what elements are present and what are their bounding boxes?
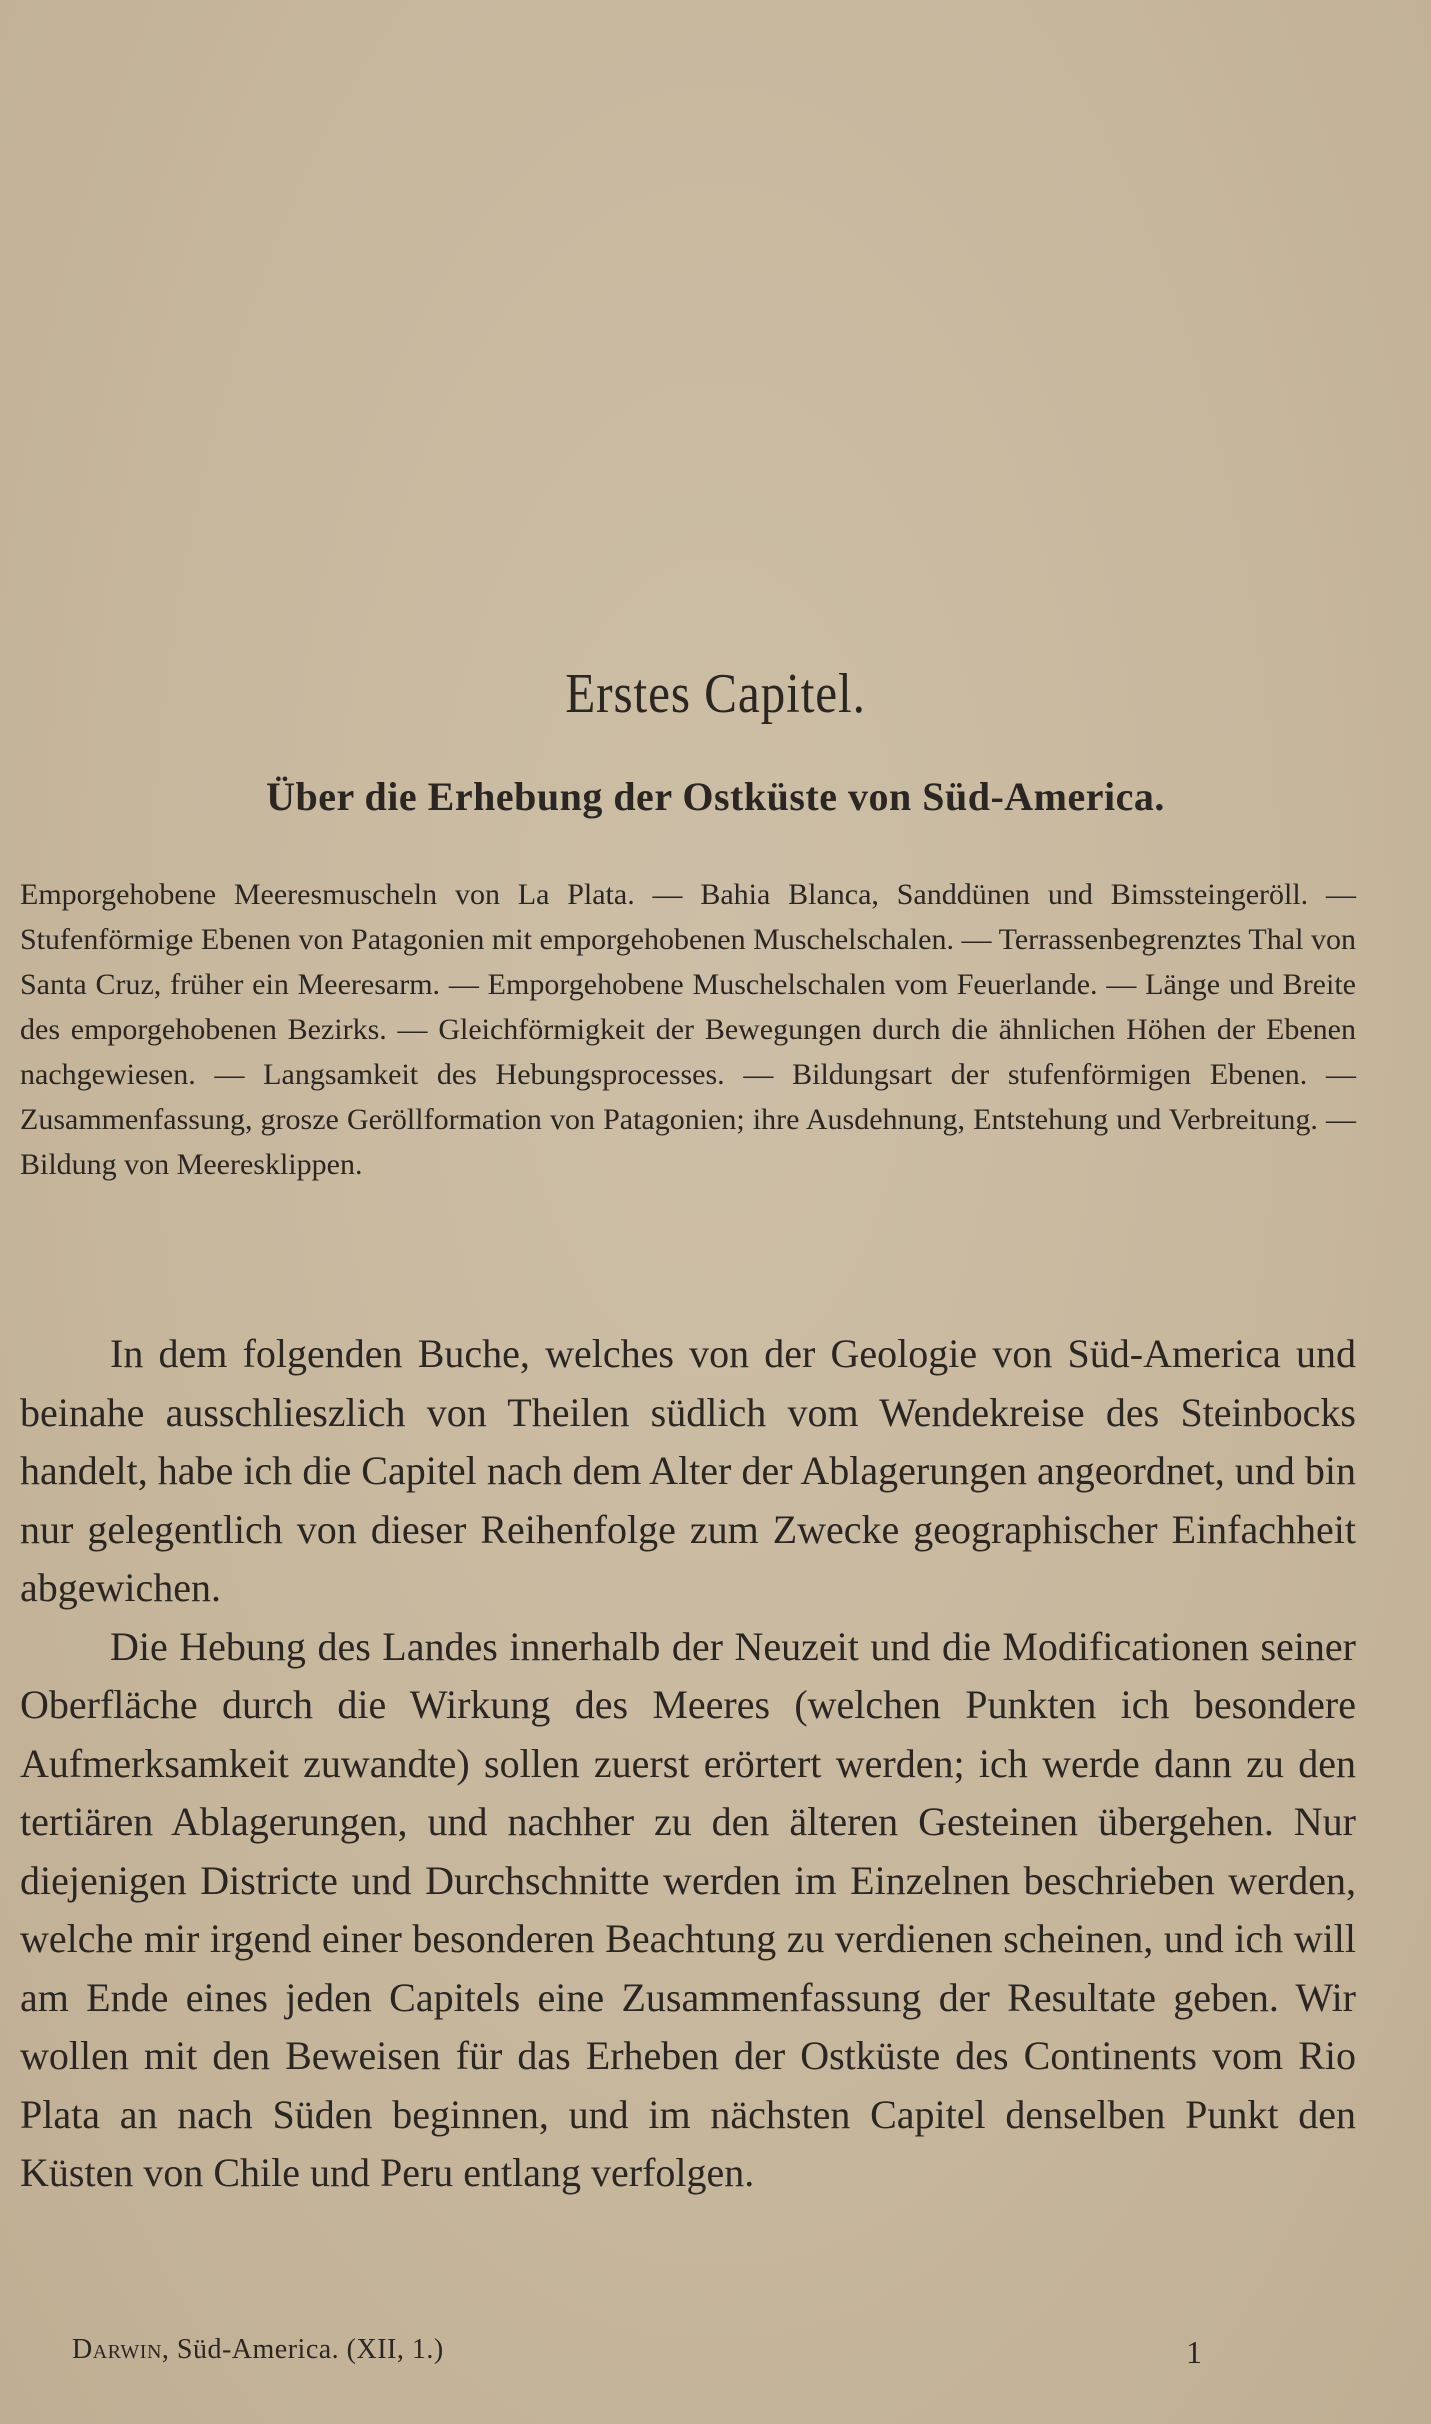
chapter-title: Erstes Capitel. [565,663,866,725]
paragraph-2: Die Hebung des Landes innerhalb der Neuzeit und die Modificationen seiner Oberfläche durch die Wirkung des Meeres (welchen Punkten ich besondere Aufmerksamkeit zuwandte) sollen zuerst erörtert werden; ich werde dann zu den tertiären Ablagerungen, und nachher zu den älteren Gesteinen übergehen. Nur diejenigen Districte und Durchschnitte werden im Einzelnen beschrieben werden, welche mir irgend einer besonderen Beachtung zu verdienen scheinen, und ich will am Ende eines jeden Capitels eine Zusammenfassung der Resultate geben. Wir wollen mit den Beweisen für das Erheben der Ostküste des Continents vom Rio Plata an nach Süden beginnen, und im nächsten Capitel denselben Punkt den Küsten von Chile und Peru entlang verfolgen. [20,1623,1356,2195]
chapter-summary: Emporgehobene Meeresmuscheln von La Plata. — Bahia Blanca, Sanddünen und Bimssteingeröll. — Stufenförmige Ebenen von Patagonien mit emporgehobenen Muschelschalen. — Terrassenbegrenztes Thal von Santa Cruz, früher ein Meeresarm. — Emporgehobene Muschelschalen vom Feuerlande. — Länge und Breite des emporgehobenen Bezirks. — Gleichförmigkeit der Bewegungen durch die ähnlichen Höhen der Ebenen nachgewiesen. — Langsamkeit des Hebungsprocesses. — Bildungsart der stufenförmigen Ebenen. — Zusammenfassung, grosze Geröllformation von Patagonien; ihre Ausdehnung, Entstehung und Verbreitung. — Bildung von Meeresklippen. [20,878,1356,1181]
footer-signature [72,2334,444,2371]
body-text [20,1325,1356,2203]
footer-signature-rest: , Süd-America. (XII, 1.) [161,2334,444,2365]
page-number: 1 [1186,2334,1202,2370]
footer-author: Darwin [72,2334,162,2365]
chapter-subtitle: Über die Erhebung der Ostküste von Süd-America. [266,774,1165,819]
page-footer [72,2334,1202,2371]
paragraph-1: In dem folgenden Buche, welches von der Geologie von Süd-America und beinahe ausschlieszlich von Theilen südlich vom Wendekreise des Steinbocks handelt, habe ich die Capitel nach dem Alter der Ablagerungen angeordnet, und bin nur gelegentlich von dieser Reihenfolge zum Zwecke geographischer Einfachheit abgewichen. [20,1331,1356,1610]
